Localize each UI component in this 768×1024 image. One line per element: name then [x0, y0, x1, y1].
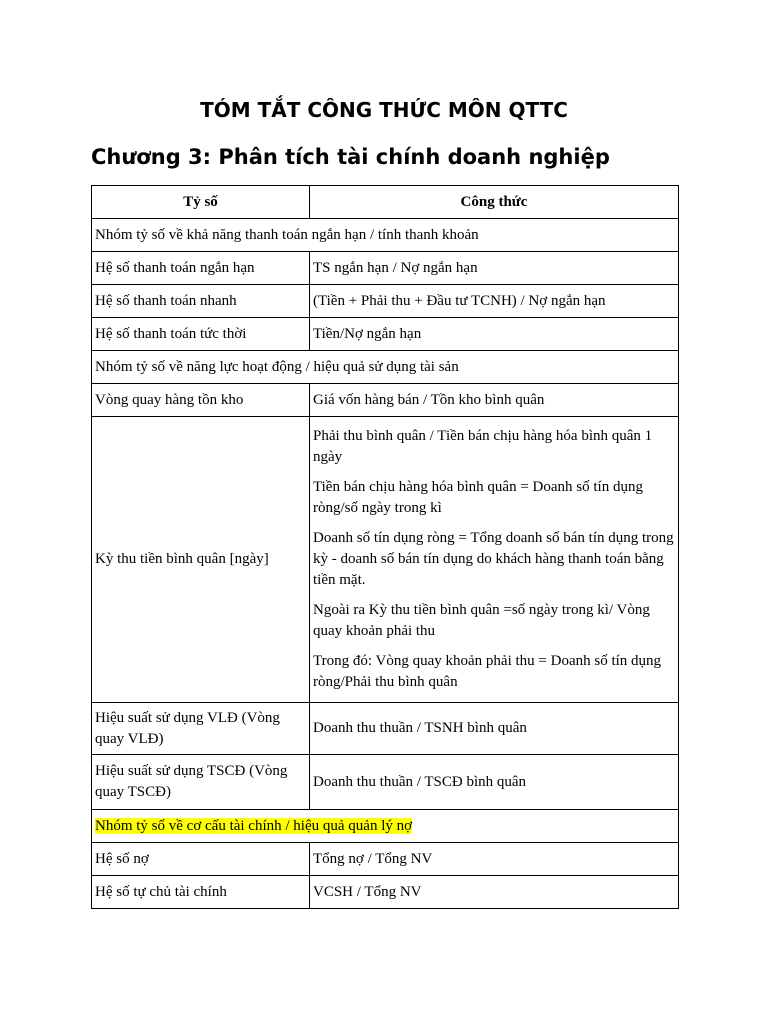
table-row: [92, 755, 679, 810]
table-header-row: [92, 186, 679, 219]
formula-line: Tiền bán chịu hàng hóa bình quân = Doanh số tín dụng ròng/số ngày trong kì: [313, 479, 643, 516]
formula-line: Trong đó: Vòng quay khoản phải thu = Doanh số tín dụng ròng/Phải thu bình quân: [313, 653, 662, 690]
chapter-title: Chương 3: Phân tích tài chính doanh nghiệp: [91, 145, 610, 169]
group-row-activity: [92, 351, 679, 384]
group-heading-activity: Nhóm tỷ số về năng lực hoạt động / hiệu quả sử dụng tài sản: [92, 351, 679, 384]
group-heading-liquidity: Nhóm tỷ số về khả năng thanh toán ngắn hạn / tính thanh khoản: [92, 219, 679, 252]
ratio-name: Hiệu suất sử dụng VLĐ (Vòng quay VLĐ): [92, 703, 310, 755]
document-title: TÓM TẮT CÔNG THỨC MÔN QTTC: [200, 98, 568, 122]
table-row: [92, 417, 679, 703]
formula-line: Phải thu bình quân / Tiền bán chịu hàng hóa bình quân 1 ngày: [313, 428, 653, 465]
highlighted-text: Nhóm tỷ số về cơ cấu tài chính / hiệu quả quản lý nợ: [95, 817, 413, 834]
table-row: [92, 318, 679, 351]
group-row-debt: [92, 810, 679, 843]
table-row: [92, 843, 679, 876]
ratio-name: Kỳ thu tiền bình quân [ngày]: [92, 417, 310, 703]
table-row: [92, 384, 679, 417]
ratio-name: Hệ số thanh toán nhanh: [92, 285, 310, 318]
table-row: [92, 703, 679, 755]
ratio-formula: Doanh thu thuần / TSCĐ bình quân: [310, 755, 679, 810]
ratio-name: Hệ số nợ: [92, 843, 310, 876]
ratio-name: Hiệu suất sử dụng TSCĐ (Vòng quay TSCĐ): [92, 755, 310, 810]
group-row-liquidity: [92, 219, 679, 252]
formula-line: Doanh số tín dụng ròng = Tổng doanh số bán tín dụng trong kỳ - doanh số bán tín dụng do khách hàng thanh toán bằng tiền mặt.: [313, 530, 674, 588]
header-formula: Công thức: [310, 186, 679, 219]
formula-table: [91, 185, 679, 909]
group-heading-debt: [92, 810, 679, 843]
table-row: [92, 285, 679, 318]
formula-line: Ngoài ra Kỳ thu tiền bình quân =số ngày trong kì/ Vòng quay khoản phải thu: [313, 602, 650, 639]
ratio-formula: TS ngắn hạn / Nợ ngắn hạn: [310, 252, 679, 285]
ratio-formula: (Tiền + Phải thu + Đầu tư TCNH) / Nợ ngắn hạn: [310, 285, 679, 318]
header-ratio: Tỷ số: [92, 186, 310, 219]
ratio-formula: Giá vốn hàng bán / Tồn kho bình quân: [310, 384, 679, 417]
ratio-formula: Tổng nợ / Tổng NV: [310, 843, 679, 876]
ratio-name: Hệ số tự chủ tài chính: [92, 876, 310, 909]
ratio-name: Hệ số thanh toán ngắn hạn: [92, 252, 310, 285]
ratio-formula: Tiền/Nợ ngắn hạn: [310, 318, 679, 351]
ratio-name: Hệ số thanh toán tức thời: [92, 318, 310, 351]
ratio-formula-multi: [310, 417, 679, 703]
ratio-name: Vòng quay hàng tồn kho: [92, 384, 310, 417]
ratio-formula: Doanh thu thuần / TSNH bình quân: [310, 703, 679, 755]
ratio-formula: VCSH / Tổng NV: [310, 876, 679, 909]
table-row: [92, 252, 679, 285]
table-row: [92, 876, 679, 909]
